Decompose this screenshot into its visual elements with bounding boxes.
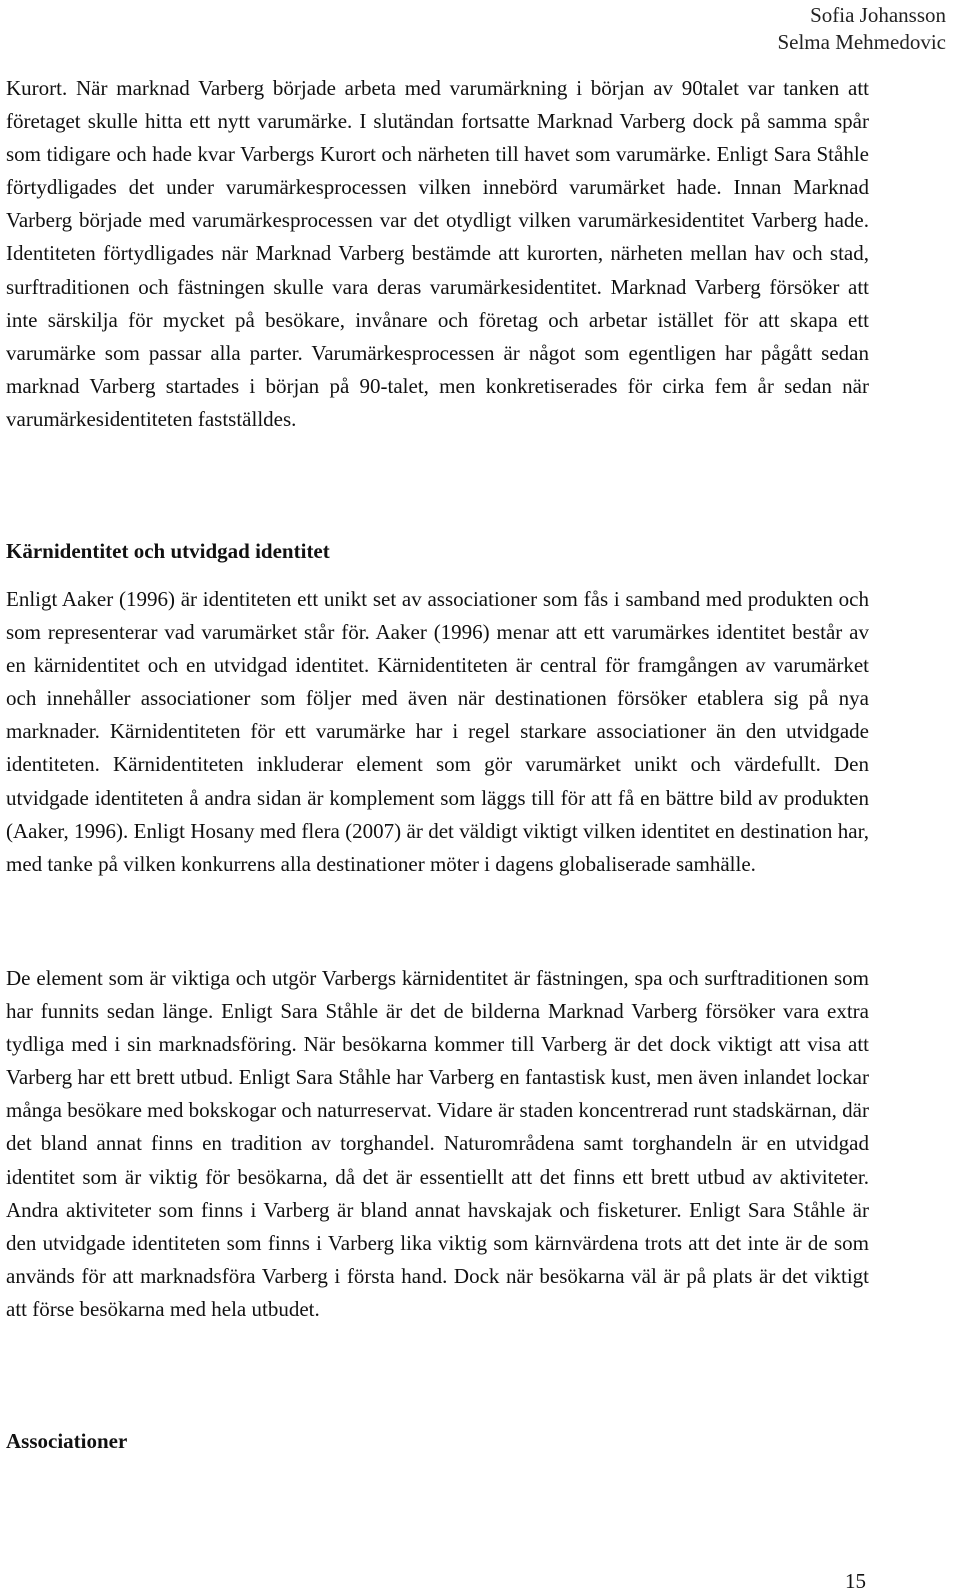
section-heading-karnidentitet: Kärnidentitet och utvidgad identitet — [6, 539, 330, 563]
body-paragraph-2: Enligt Aaker (1996) är identiteten ett unikt set av associationer som fås i samband med produkten och som representerar vad varumärket står för. Aaker (1996) menar att ett varumärkes identitet består av en kärnidentitet och en utvidgad identitet. Kärnidentiteten är central för framgången av varumärket och innehåller associationer som följer med även när destinationen försöker etablera sig på nya marknader. Kärnidentiteten för ett varumärke har i regel starkare associationer än den utvidgade identiteten. Kärnidentiteten inkluderar element som gör varumärket unikt och värdefullt. Den utvidgade identiteten å andra sidan är komplement som läggs till för att få en bättre bild av produkten (Aaker, 1996). Enligt Hosany med flera (2007) är det väldigt viktigt vilken identitet en destination har, med tanke på vilken konkurrens alla destinationer möter i dagens globaliserade samhälle. — [6, 587, 869, 876]
body-paragraph-3: De element som är viktiga och utgör Varbergs kärnidentitet är fästningen, spa och surftraditionen som har funnits sedan länge. Enligt Sara Ståhle är det de bilderna Marknad Varberg försöker vara extra tydliga med i sin marknadsföring. När besökarna kommer till Varberg är det dock viktigt att visa att Varberg har ett brett utbud. Enligt Sara Ståhle har Varberg en fantastisk kust, men även inlandet lockar många besökare med bokskogar och naturreservat. Vidare är staden koncentrerad runt stadskärnan, där det bland annat finns en tradition av torghandel. Naturområdena samt torghandeln är en utvidgad identitet som är viktig för besökarna, då det är essentiellt att det finns ett brett utbud av aktiviteter. Andra aktiviteter som finns i Varberg är bland annat havskajak och fisketurer. Enligt Sara Ståhle är den utvidgade identiteten som finns i Varberg lika viktig som kärnvärdena trots att det inte är de som används för att marknadsföra Varberg i första hand. Dock när besökarna väl är på plats är det viktigt att förse besökarna med hela utbudet. — [6, 966, 869, 1321]
page-number: 15 — [845, 1569, 866, 1593]
author-name-2: Selma Mehmedovic — [777, 30, 946, 54]
body-paragraph-1: Kurort. När marknad Varberg började arbeta med varumärkning i början av 90talet var tanken att företaget skulle hitta ett nytt varumärke. I slutändan fortsatte Marknad Varberg dock på samma spår som tidigare och hade kvar Varbergs Kurort och närheten till havet som varumärke. Enligt Sara Ståhle förtydligades det under varumärkesprocessen vilken innebörd varumärket hade. Innan Marknad Varberg började med varumärkesprocessen var det otydligt vilken varumärkesidentitet Varberg hade. Identiteten förtydligades när Marknad Varberg bestämde att kurorten, närheten mellan hav och stad, surftraditionen och fästningen skulle vara deras varumärkesidentitet. Marknad Varberg försöker att inte särskilja för mycket på besökare, invånare och företag och arbetar istället för att skapa ett varumärke som passar alla parter. Varumärkesprocessen är något som egentligen har pågått sedan marknad Varberg startades i början på 90-talet, men konkretiserades för cirka fem år sedan när varumärkesidentiteten fastställdes. — [6, 76, 869, 431]
section-heading-associationer: Associationer — [6, 1429, 128, 1453]
page-header — [777, 2, 946, 56]
author-name-1: Sofia Johansson — [810, 3, 946, 27]
